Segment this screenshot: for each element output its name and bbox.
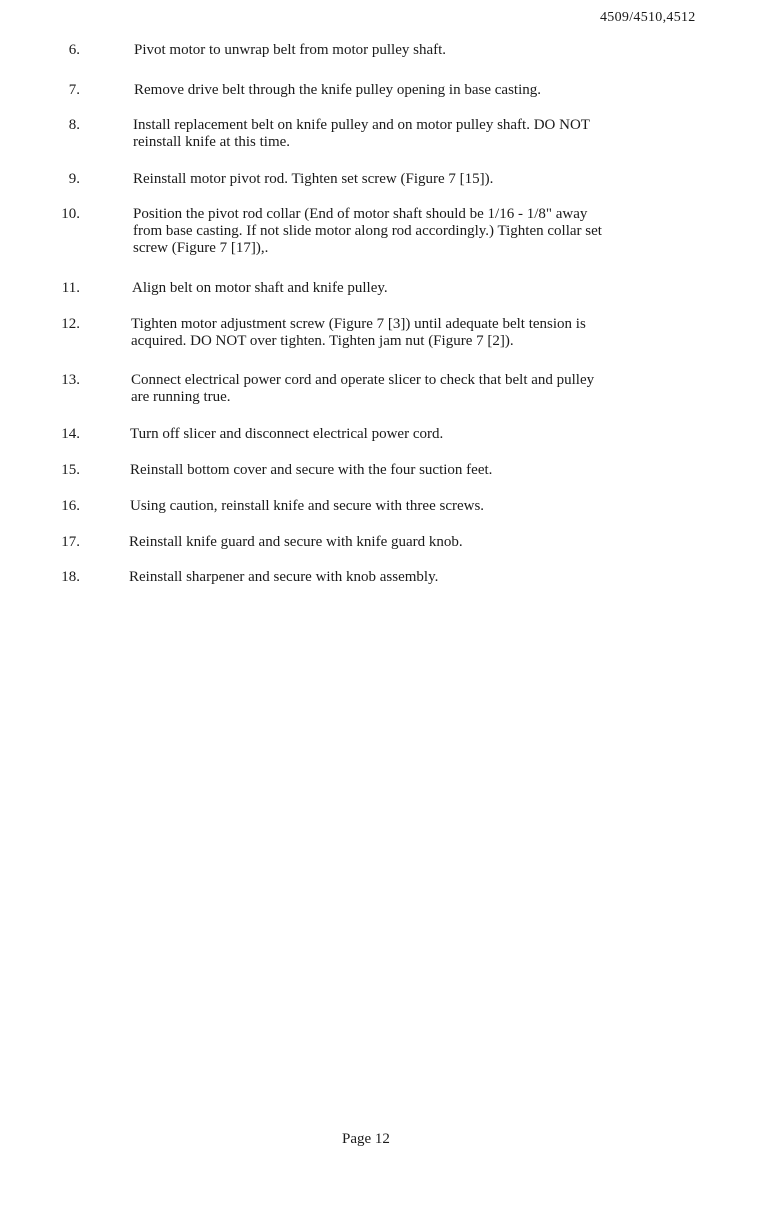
step-number: 14. bbox=[61, 426, 80, 442]
step-number: 6. bbox=[68, 42, 80, 58]
step-text: Reinstall bottom cover and secure with the four suction feet. bbox=[130, 462, 493, 478]
step-number: 12. bbox=[61, 316, 80, 332]
step-number: 13. bbox=[61, 372, 80, 388]
step-text: Position the pivot rod collar (End of motor shaft should be 1/16 - 1/8" away from base casting. If not slide motor along rod accordingly.) Tighten collar set screw (Figure 7 [17]),. bbox=[133, 206, 602, 256]
step-number: 16. bbox=[61, 498, 80, 514]
step-number: 17. bbox=[61, 534, 80, 550]
step-number: 18. bbox=[61, 569, 80, 585]
step-text: Turn off slicer and disconnect electrical power cord. bbox=[130, 426, 444, 442]
step-text: Tighten motor adjustment screw (Figure 7 [3]) until adequate belt tension is acquired. DO NOT over tighten. Tighten jam nut (Figure 7 [2]). bbox=[131, 316, 586, 349]
step-number: 11. bbox=[61, 280, 80, 296]
step-text: Align belt on motor shaft and knife pulley. bbox=[132, 280, 388, 296]
step-text: Pivot motor to unwrap belt from motor pulley shaft. bbox=[134, 42, 447, 58]
step-text: Connect electrical power cord and operate slicer to check that belt and pulley are running true. bbox=[131, 372, 595, 405]
step-text: Reinstall knife guard and secure with knife guard knob. bbox=[129, 534, 463, 550]
step-number: 8. bbox=[68, 117, 80, 133]
step-text: Using caution, reinstall knife and secure with three screws. bbox=[130, 498, 485, 514]
step-text: Reinstall motor pivot rod. Tighten set screw (Figure 7 [15]). bbox=[133, 171, 494, 187]
document-code: 4509/4510,4512 bbox=[600, 10, 696, 25]
step-number: 15. bbox=[61, 462, 80, 478]
step-number: 7. bbox=[68, 82, 80, 98]
step-text: Remove drive belt through the knife pulley opening in base casting. bbox=[134, 82, 541, 98]
step-text: Reinstall sharpener and secure with knob assembly. bbox=[129, 569, 439, 585]
step-text: Install replacement belt on knife pulley and on motor pulley shaft. DO NOT reinstall knife at this time. bbox=[133, 117, 590, 150]
page-number: Page 12 bbox=[342, 1131, 390, 1147]
step-number: 9. bbox=[68, 171, 80, 187]
step-number: 10. bbox=[61, 206, 80, 222]
